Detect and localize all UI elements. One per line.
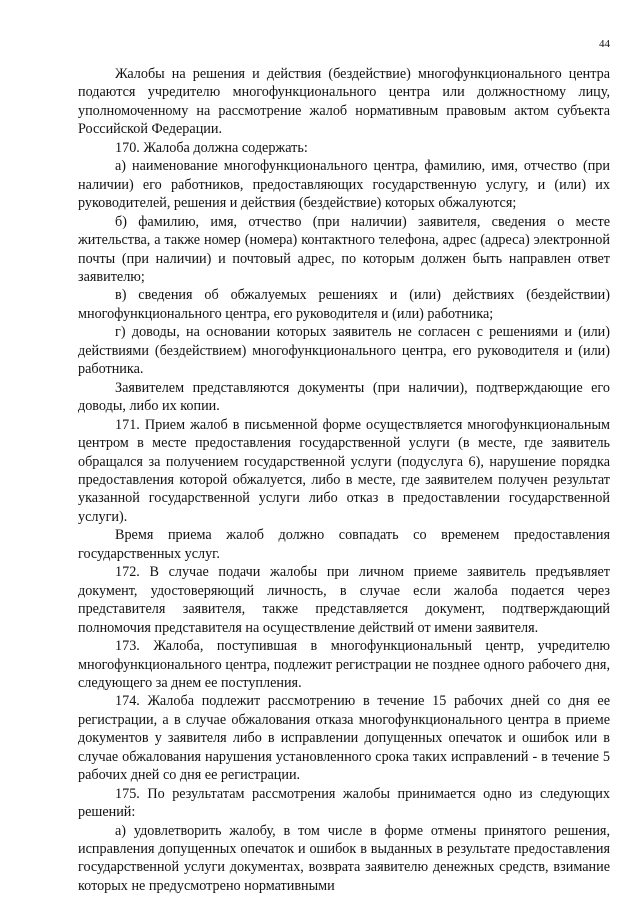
paragraph: 170. Жалоба должна содержать:: [115, 139, 308, 156]
paragraph: в) сведения об обжалуемых решениях и (или) действиях (бездействии) многофункционального центра, его руководителя и (или) работника;: [78, 287, 610, 322]
document-body: [78, 65, 610, 895]
paragraph: а) наименование многофункционального центра, фамилию, имя, отчество (при наличии) его работников, предоставляющих государственную услугу, и (или) их руководителей, решения и действия (бездействие) которых обжалуются;: [78, 158, 610, 212]
paragraph: 174. Жалоба подлежит рассмотрению в течение 15 рабочих дней со дня ее регистрации, а в случае обжалования отказа многофункционального центра в приеме документов у заявителя либо в исправлении допущенных опечаток и ошибок или в случае обжалования нарушения установленного срока таких исправлений - в течение 5 рабочих дней со дня ее регистрации.: [78, 693, 610, 784]
paragraph: 173. Жалоба, поступившая в многофункциональный центр, учредителю многофункционального центра, подлежит регистрации не позднее одного рабочего дня, следующего за днем ее поступления.: [78, 638, 610, 691]
paragraph: Заявителем представляются документы (при наличии), подтверждающие его доводы, либо их копии.: [78, 379, 610, 415]
paragraph: 175. По результатам рассмотрения жалобы принимается одно из следующих решений:: [78, 785, 610, 821]
paragraph: 171. Прием жалоб в письменной форме осуществляется многофункциональным центром в месте предоставления государственной услуги (в месте, где заявитель обращался за получением государственной услуги (подуслуга 6), нарушение порядка предоставления которой обжалуется, либо в месте, где заявителем получен результат указанной государственной услуги либо отказ в предоставлении государственной услуги).: [78, 416, 610, 525]
paragraph: Время приема жалоб должно совпадать со временем предоставления государственных услуг.: [78, 527, 610, 562]
page-number: 44: [599, 38, 610, 50]
paragraph: Жалобы на решения и действия (бездействие) многофункционального центра подаются учредителю многофункционального центра или должностному лицу, уполномоченному на рассмотрение жалоб нормативным правовым актом субъекта Российской Федерации.: [78, 66, 610, 138]
paragraph: г) доводы, на основании которых заявитель не согласен с решениями и (или) действиями (бездействием) многофункционального центра, его руководителя и (или) работника.: [78, 324, 610, 378]
paragraph: 172. В случае подачи жалобы при личном приеме заявитель предъявляет документ, удостоверяющий личность, в случае если жалоба подается через представителя заявителя, также представляется документ, подтверждающий полномочия представителя на осуществление действий от имени заявителя.: [78, 564, 610, 636]
paragraph: б) фамилию, имя, отчество (при наличии) заявителя, сведения о месте жительства, а также номер (номера) контактного телефона, адрес (адреса) электронной почты (при наличии) и почтовый адрес, по которым должен быть направлен ответ заявителю;: [78, 213, 610, 285]
paragraph: а) удовлетворить жалобу, в том числе в форме отмены принятого решения, исправления допущенных опечаток и ошибок в выданных в результате предоставления государственной услуги документах, возврата заявителю денежных средств, взимание которых не предусмотрено нормативными: [78, 822, 610, 894]
